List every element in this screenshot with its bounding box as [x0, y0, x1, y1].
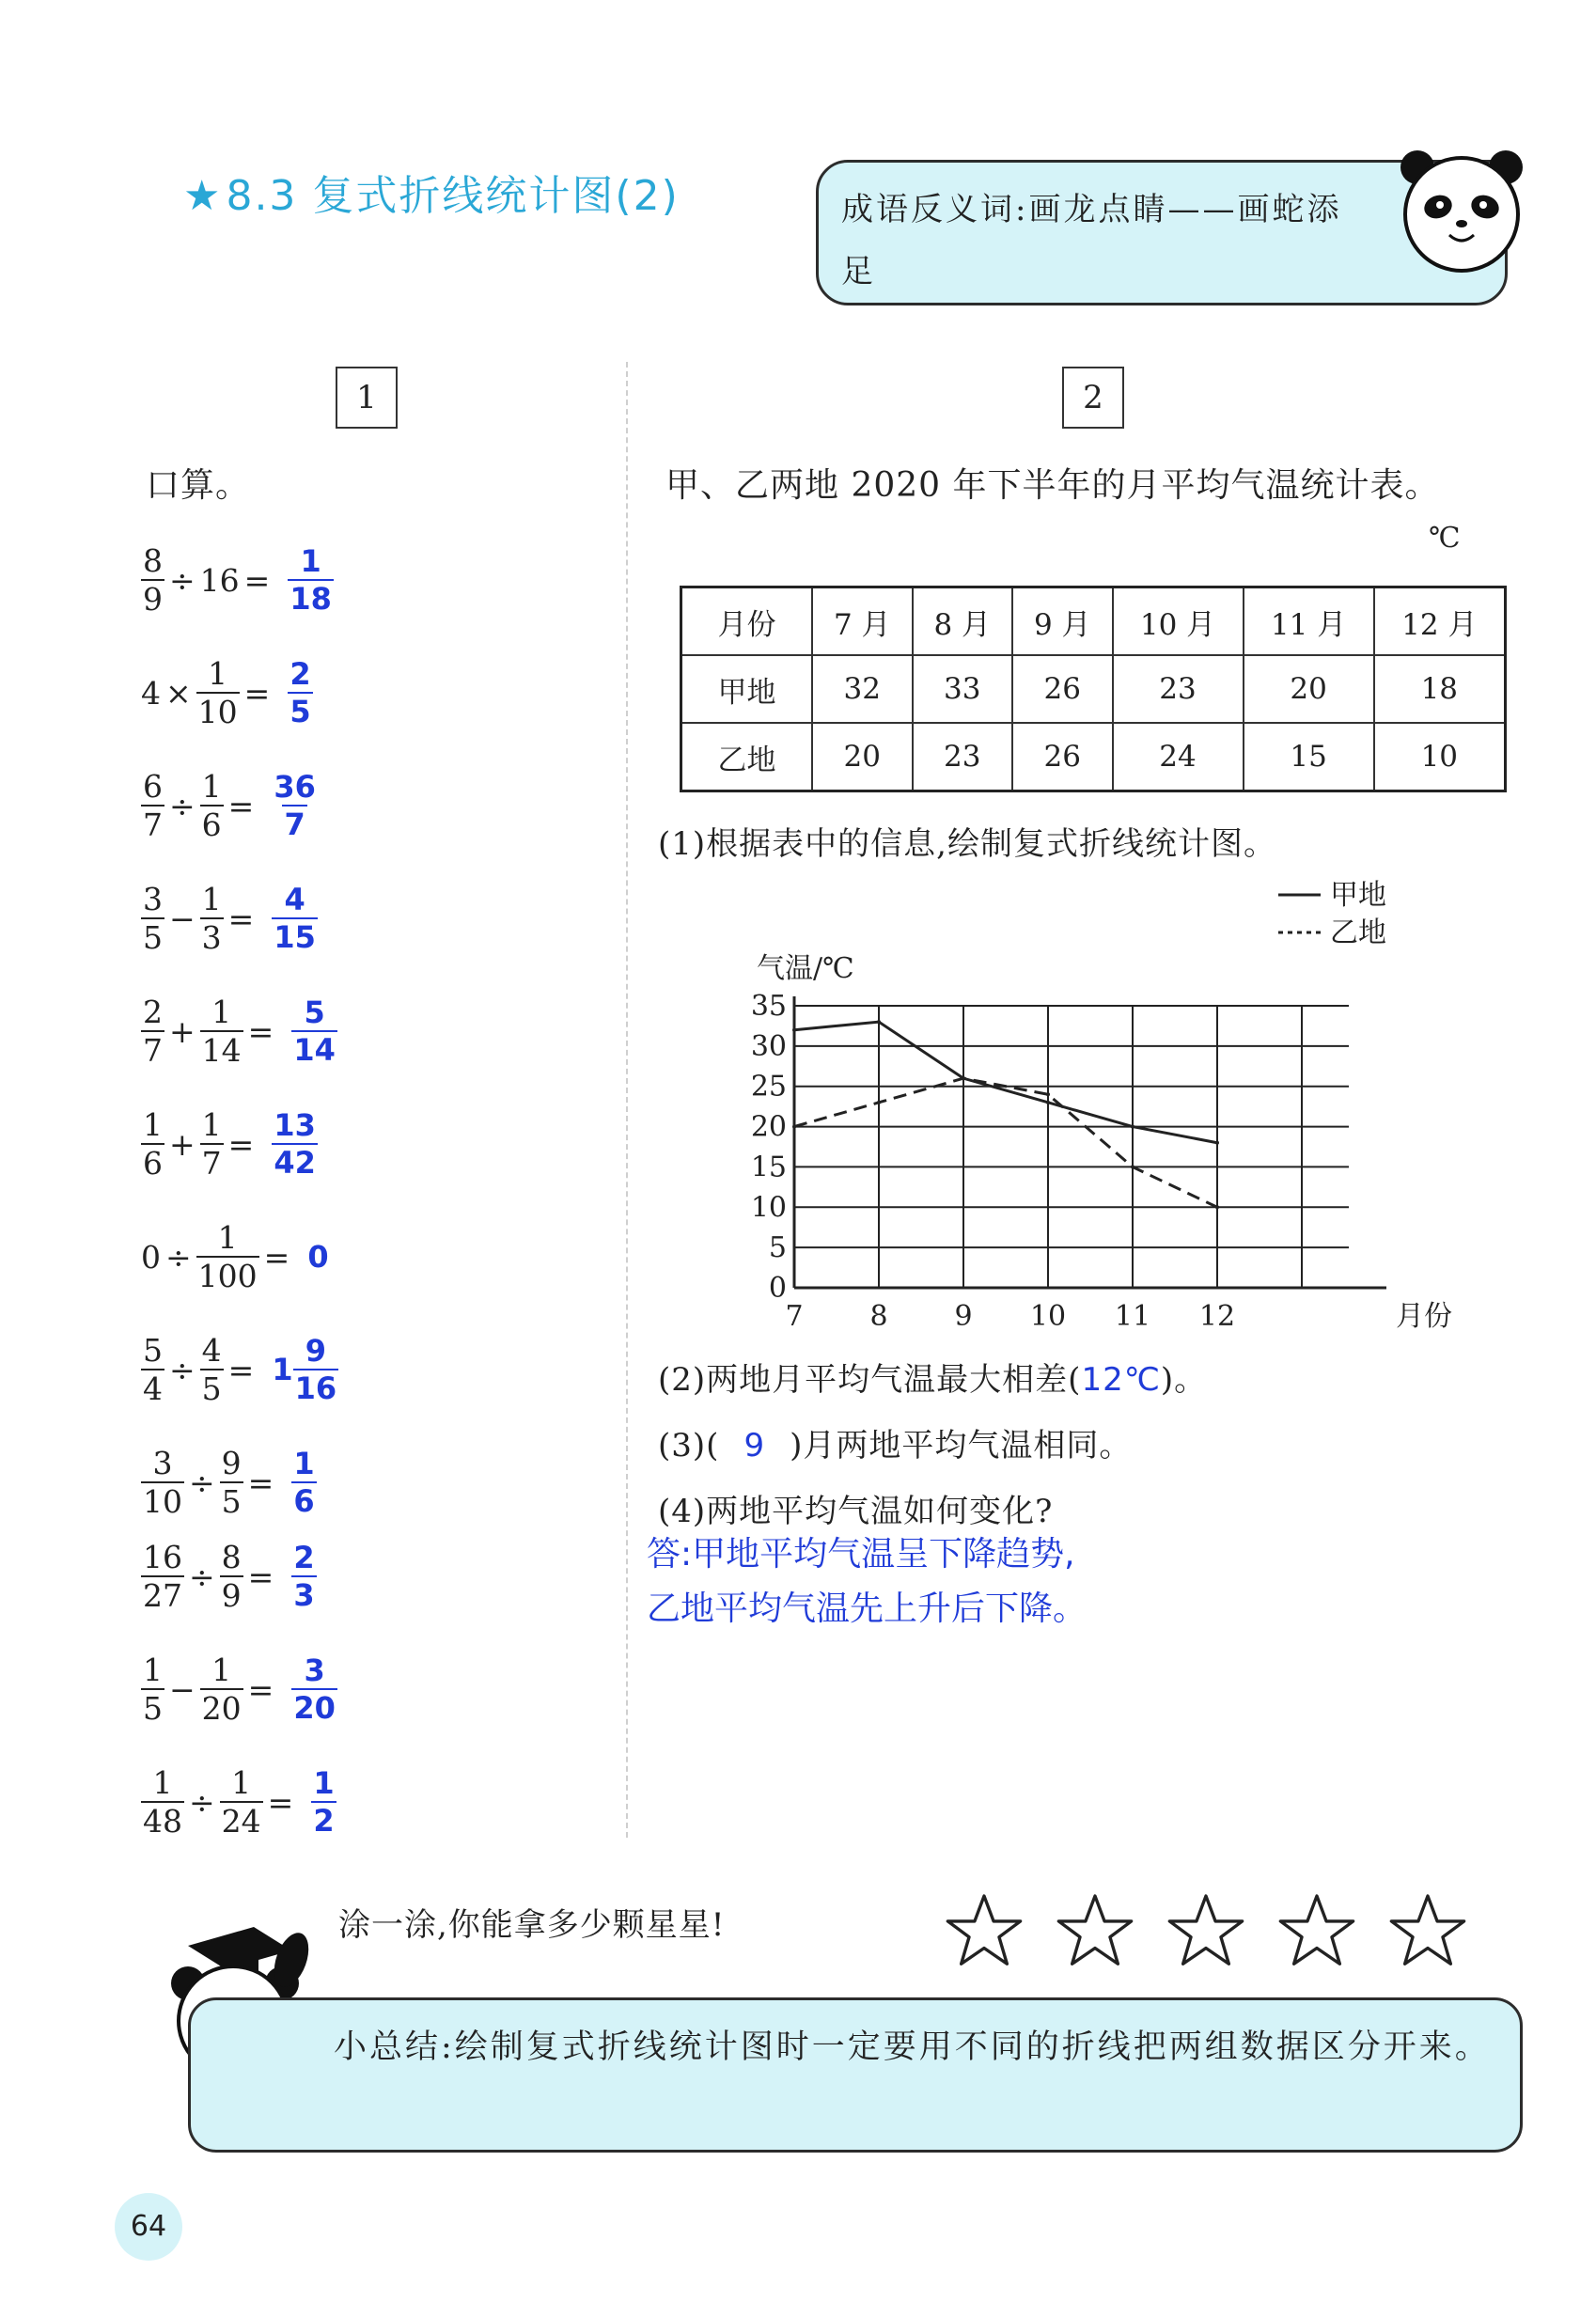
table-cell: 20 — [1244, 655, 1374, 723]
question-2-prefix: (2)两地月平均气温最大相差( — [658, 1361, 1082, 1399]
table-cell: 10 月 — [1113, 587, 1244, 656]
denominator: 5 — [143, 919, 163, 956]
numerator: 1 — [217, 1219, 238, 1256]
numerator: 16 — [143, 1539, 182, 1575]
numerator: 1 — [293, 1446, 315, 1481]
equals-sign: = — [227, 1351, 255, 1388]
table-cell: 乙地 — [681, 723, 813, 791]
table-cell: 20 — [812, 723, 913, 791]
fraction — [200, 1652, 243, 1727]
equals-sign: = — [227, 900, 255, 937]
equals-sign: = — [243, 674, 271, 712]
x-tick-label: 8 — [869, 1300, 888, 1333]
denominator: 5 — [221, 1483, 242, 1520]
equals-sign: = — [267, 1783, 294, 1821]
fraction — [200, 1332, 224, 1407]
answer — [291, 1652, 337, 1726]
temperature-table — [680, 586, 1507, 792]
equals-sign: = — [227, 787, 255, 824]
operator: ÷ — [169, 1351, 196, 1388]
y-tick-label: 15 — [750, 1151, 787, 1184]
rating-star-icon[interactable] — [945, 1891, 1024, 1970]
numerator: 8 — [221, 1539, 242, 1575]
table-row — [681, 655, 1506, 723]
denominator: 3 — [201, 919, 222, 956]
whole-number: 1 — [272, 1352, 293, 1387]
question-3-suffix: )月两地平均气温相同。 — [790, 1427, 1133, 1464]
denominator: 14 — [293, 1032, 336, 1068]
numerator: 36 — [274, 769, 316, 805]
y-tick-label: 35 — [750, 990, 787, 1023]
fraction — [311, 1765, 336, 1839]
star-icon: ★ — [183, 172, 223, 220]
fraction — [293, 1333, 339, 1406]
question-3-answer: 9 — [743, 1427, 766, 1464]
fraction — [272, 882, 318, 955]
fraction — [291, 1540, 316, 1613]
denominator: 7 — [284, 806, 305, 842]
table-cell: 8 月 — [913, 587, 1013, 656]
y-axis-label: 气温/℃ — [757, 952, 854, 985]
denominator: 42 — [274, 1145, 316, 1181]
panda-head-icon — [1391, 141, 1532, 282]
table-cell: 15 — [1244, 723, 1374, 791]
data-point — [877, 1020, 881, 1024]
denominator: 16 — [294, 1370, 337, 1406]
answer — [272, 769, 318, 842]
fraction — [141, 1539, 184, 1614]
operator: + — [169, 1012, 196, 1050]
fraction — [141, 994, 164, 1069]
fraction — [141, 542, 164, 618]
fraction — [200, 994, 243, 1069]
calc-problem — [141, 1652, 337, 1727]
calc-problem — [141, 1445, 317, 1520]
equals-sign: = — [243, 561, 271, 599]
calc-problem — [141, 881, 318, 956]
answer — [307, 1239, 328, 1275]
denominator: 10 — [143, 1483, 182, 1520]
numerator: 1 — [201, 881, 222, 917]
question-4: (4)两地平均气温如何变化? — [658, 1493, 1054, 1530]
denominator: 100 — [197, 1258, 258, 1294]
fraction — [288, 656, 312, 729]
legend-label: 乙地 — [1330, 916, 1386, 949]
equals-sign: = — [247, 1558, 274, 1595]
denominator: 18 — [289, 581, 332, 617]
fraction — [196, 1219, 259, 1294]
data-point — [962, 1076, 965, 1080]
idiom-text: 成语反义词:画龙点睛——画蛇添足 — [841, 191, 1342, 290]
fraction — [141, 1445, 184, 1520]
operator: ÷ — [189, 1558, 215, 1595]
summary-text: 小总结:绘制复式折线统计图时一定要用不同的折线把两组数据区分开来。 — [334, 2028, 1491, 2066]
table-cell: 18 — [1374, 655, 1506, 723]
whole-number: 0 — [141, 1238, 161, 1276]
y-tick-label: 20 — [750, 1110, 787, 1144]
question-2-answer: 12℃ — [1081, 1361, 1161, 1399]
answer — [291, 994, 337, 1068]
denominator: 5 — [143, 1690, 163, 1727]
table-cell: 9 月 — [1012, 587, 1113, 656]
table-row — [681, 723, 1506, 791]
numerator: 1 — [211, 994, 232, 1030]
denominator: 6 — [201, 806, 222, 843]
operator: ÷ — [169, 787, 196, 824]
operator: ÷ — [189, 1783, 215, 1821]
fraction — [141, 1332, 164, 1407]
x-tick-label: 10 — [1029, 1300, 1067, 1333]
table-cell: 23 — [1113, 655, 1244, 723]
numerator: 2 — [293, 1540, 315, 1575]
fraction — [220, 1539, 243, 1614]
numerator: 5 — [304, 994, 325, 1030]
data-point — [792, 1125, 796, 1129]
denominator: 9 — [221, 1577, 242, 1614]
equals-sign: = — [247, 1464, 274, 1501]
section-2-heading: 甲、乙两地 2020 年下半年的月平均气温统计表。 — [665, 466, 1440, 505]
denominator: 7 — [143, 1032, 163, 1069]
denominator: 6 — [143, 1145, 163, 1182]
equals-sign: = — [247, 1670, 274, 1708]
data-point — [1131, 1165, 1134, 1168]
fraction — [272, 1107, 318, 1181]
y-tick-label: 10 — [750, 1191, 787, 1225]
denominator: 3 — [293, 1577, 315, 1613]
numerator: 1 — [211, 1652, 232, 1688]
operator: ÷ — [165, 1238, 192, 1276]
fraction — [196, 655, 240, 730]
data-point — [1215, 1205, 1219, 1209]
fraction — [141, 881, 164, 956]
numerator: 1 — [201, 1106, 222, 1143]
operator: − — [169, 900, 196, 937]
rating-star-icon[interactable] — [1166, 1891, 1245, 1970]
rating-star-icon[interactable] — [1388, 1891, 1467, 1970]
equals-sign: = — [247, 1012, 274, 1050]
legend-label: 甲地 — [1330, 879, 1386, 912]
question-3-prefix: (3)( — [658, 1427, 720, 1464]
numerator: 2 — [289, 656, 311, 692]
calc-problem — [141, 1106, 318, 1182]
table-cell: 12 月 — [1374, 587, 1506, 656]
x-tick-label: 11 — [1114, 1300, 1151, 1333]
question-3 — [658, 1419, 1132, 1465]
equals-sign: = — [227, 1125, 255, 1163]
calc-problem — [141, 655, 313, 730]
whole-number: 4 — [141, 674, 161, 712]
fraction — [291, 994, 337, 1068]
data-point — [1046, 1092, 1050, 1096]
page-number: 64 — [115, 2193, 182, 2261]
y-tick-label: 25 — [750, 1070, 787, 1104]
answer — [272, 1107, 318, 1181]
operator: − — [169, 1670, 196, 1708]
table-cell: 11 月 — [1244, 587, 1374, 656]
numerator: 1 — [143, 1106, 163, 1143]
operator: ÷ — [189, 1464, 215, 1501]
fraction — [141, 1106, 164, 1182]
section-2-number: 2 — [1062, 367, 1124, 429]
table-cell: 10 — [1374, 723, 1506, 791]
answer — [288, 656, 312, 729]
fraction — [200, 881, 224, 956]
x-axis-label: 月份 — [1396, 1300, 1452, 1333]
answer — [311, 1765, 336, 1839]
numerator: 4 — [201, 1332, 222, 1369]
table-cell: 23 — [913, 723, 1013, 791]
numerator: 1 — [201, 768, 222, 805]
table-cell: 32 — [812, 655, 913, 723]
denominator: 10 — [197, 694, 238, 730]
series-line-jia — [794, 1022, 1217, 1143]
numerator: 4 — [284, 882, 305, 917]
y-tick-label: 30 — [750, 1029, 787, 1063]
denominator: 7 — [201, 1145, 222, 1182]
denominator: 4 — [143, 1370, 163, 1407]
denominator: 6 — [293, 1483, 315, 1519]
fraction — [141, 1652, 164, 1727]
answer-line-1: 答:甲地平均气温呈下降趋势, — [647, 1535, 1075, 1574]
fraction — [220, 1445, 243, 1520]
x-tick-label: 12 — [1198, 1300, 1236, 1333]
equals-sign: = — [263, 1238, 290, 1276]
rating-stars[interactable] — [945, 1891, 1499, 1974]
title-text: 8.3 复式折线统计图(2) — [226, 172, 680, 220]
page-title — [183, 162, 680, 222]
table-cell: 26 — [1012, 723, 1113, 791]
numerator: 1 — [143, 1652, 163, 1688]
numerator: 1 — [152, 1764, 173, 1801]
column-divider — [626, 362, 628, 1838]
fraction — [220, 1764, 263, 1840]
numerator: 1 — [231, 1764, 252, 1801]
table-cell: 24 — [1113, 723, 1244, 791]
numerator: 3 — [304, 1652, 325, 1688]
answer — [291, 1446, 316, 1519]
question-2 — [658, 1354, 1207, 1400]
series-line-yi — [794, 1078, 1217, 1207]
table-cell: 33 — [913, 655, 1013, 723]
denominator: 48 — [143, 1803, 182, 1840]
denominator: 20 — [293, 1690, 336, 1726]
rating-prompt: 涂一涂,你能拿多少颗星星! — [338, 1906, 726, 1944]
fraction — [291, 1446, 316, 1519]
whole-number: 0 — [307, 1239, 329, 1275]
fraction — [141, 1764, 184, 1840]
denominator: 5 — [289, 694, 311, 729]
answer — [288, 543, 334, 617]
x-tick-label: 7 — [785, 1300, 804, 1333]
table-cell: 7 月 — [812, 587, 913, 656]
x-tick-label: 9 — [954, 1300, 973, 1333]
calc-problem — [141, 768, 318, 843]
denominator: 5 — [201, 1370, 222, 1407]
line-chart — [714, 874, 1485, 1344]
question-1: (1)根据表中的信息,绘制复式折线统计图。 — [658, 825, 1276, 863]
fraction — [291, 1652, 337, 1726]
numerator: 9 — [305, 1333, 326, 1369]
y-tick-label: 0 — [768, 1272, 787, 1305]
denominator: 14 — [201, 1032, 242, 1069]
numerator: 1 — [313, 1765, 335, 1801]
calc-problem — [141, 1332, 338, 1407]
calc-problem — [141, 994, 337, 1069]
denominator: 20 — [201, 1690, 242, 1727]
numerator: 3 — [152, 1445, 173, 1481]
fraction — [272, 769, 318, 842]
numerator: 6 — [143, 768, 163, 805]
denominator: 2 — [313, 1803, 335, 1839]
data-point — [1131, 1125, 1134, 1129]
table-cell: 月份 — [681, 587, 813, 656]
numerator: 1 — [300, 543, 321, 579]
question-2-suffix: )。 — [1160, 1361, 1208, 1399]
numerator: 13 — [274, 1107, 316, 1143]
calc-problem — [141, 542, 334, 618]
data-point — [1215, 1141, 1219, 1145]
numerator: 3 — [143, 881, 163, 917]
fraction — [141, 768, 164, 843]
numerator: 5 — [143, 1332, 163, 1369]
data-point — [1046, 1101, 1050, 1104]
calc-problem — [141, 1219, 329, 1294]
answer — [272, 1333, 338, 1406]
table-cell: 26 — [1012, 655, 1113, 723]
rating-star-icon[interactable] — [1056, 1891, 1134, 1970]
table-cell: 甲地 — [681, 655, 813, 723]
table-unit: ℃ — [1429, 522, 1461, 555]
data-point — [792, 1028, 796, 1032]
numerator: 8 — [143, 542, 163, 579]
y-tick-label: 5 — [768, 1231, 787, 1265]
fraction — [200, 768, 224, 843]
calc-problem — [141, 1764, 336, 1840]
denominator: 24 — [221, 1803, 261, 1840]
denominator: 15 — [274, 919, 316, 955]
fraction — [200, 1106, 224, 1182]
numerator: 9 — [221, 1445, 242, 1481]
denominator: 9 — [143, 581, 163, 618]
operator: ÷ — [169, 561, 196, 599]
operator: × — [165, 674, 192, 712]
answer — [291, 1540, 316, 1613]
numerator: 2 — [143, 994, 163, 1030]
answer — [272, 882, 318, 955]
answer-line-2: 乙地平均气温先上升后下降。 — [647, 1589, 1087, 1628]
section-1-number: 1 — [336, 367, 398, 429]
rating-star-icon[interactable] — [1277, 1891, 1356, 1970]
table-header-row — [681, 587, 1506, 656]
denominator: 7 — [143, 806, 163, 843]
section-1-heading: 口算。 — [146, 466, 251, 505]
numerator: 1 — [208, 655, 228, 692]
operator: + — [169, 1125, 196, 1163]
calc-problem — [141, 1539, 317, 1614]
fraction — [288, 543, 334, 617]
data-point — [877, 1101, 881, 1104]
whole-number: 16 — [199, 561, 240, 599]
denominator: 27 — [143, 1577, 182, 1614]
